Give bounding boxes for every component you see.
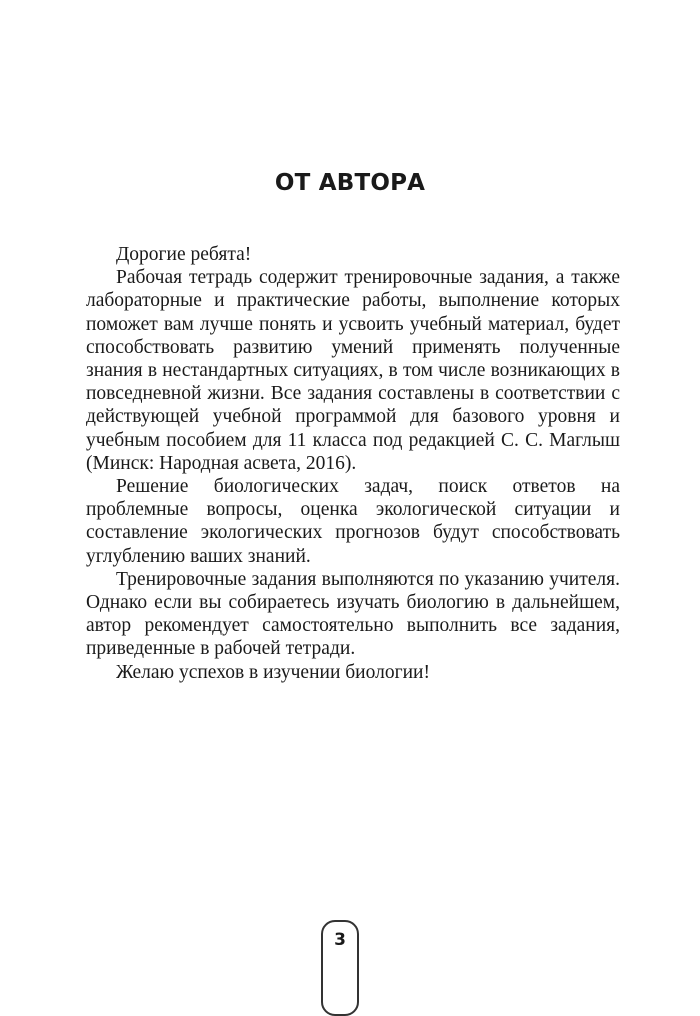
page-title: ОТ АВТОРА [274, 170, 426, 196]
instructions-paragraph: Тренировочные задания выполняются по указанию учителя. Однако если вы собираетесь изучать биологию в дальнейшем, автор рекомендует самостоятельно выполнить все задания, приведенные в рабочей тетради. [86, 568, 620, 660]
salutation-paragraph: Дорогие ребята! [116, 244, 252, 265]
tasks-paragraph: Решение биологических задач, поиск ответов на проблемные вопросы, оценка экологической ситуации и составление экологических прогнозов будут способствовать углублению ваших знаний. [86, 476, 620, 567]
intro-paragraph: Рабочая тетрадь содержит тренировочные задания, а также лабораторные и практические работы, выполнение которых поможет вам лучше понять и усвоить учебный материал, будет способствовать развитию умений применять полученные знания в нестандартных ситуациях, в том числе возникающих в повседневной жизни. Все задания составлены в соответствии с действующей учебной программой для базового уровня и учебным пособием для 11 класса под редакцией С. С. Маглыш (Минск: Народная асвета, 2016). [86, 267, 620, 474]
page-number: 3 [334, 930, 346, 950]
page-number-tab [321, 920, 359, 1016]
closing-paragraph: Желаю успехов в изучении биологии! [116, 661, 430, 683]
preface-text [86, 243, 620, 684]
